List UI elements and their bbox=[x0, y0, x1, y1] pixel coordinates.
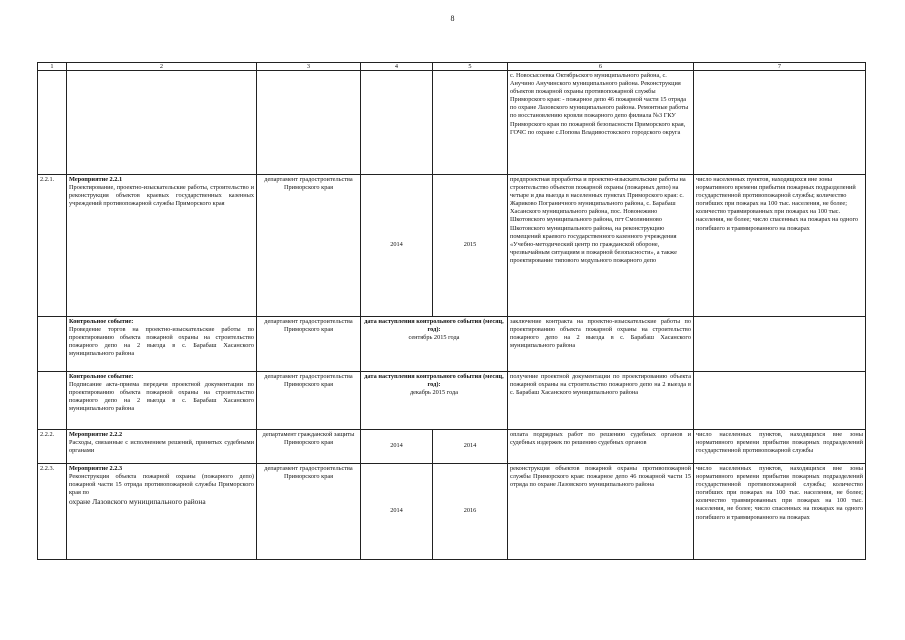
control-event-cell bbox=[67, 317, 257, 372]
result-cell: заключение контракта на проектно-изыскательские работы по проектированию объекта пожарной охраны на строительство пожарного депо на 2 выезда в с. Барабаш Хасанского муниципального района bbox=[508, 317, 694, 372]
activity-title: Мероприятие 2.2.1 bbox=[69, 176, 123, 183]
item-number: 2.2.1. bbox=[38, 175, 67, 317]
item-number: 2.2.3. bbox=[38, 464, 67, 560]
date-label: дата наступления контрольного события (месяц, год): bbox=[364, 318, 504, 334]
start-year: 2014 bbox=[361, 175, 433, 317]
column-number: 3 bbox=[257, 63, 361, 71]
column-number: 7 bbox=[694, 63, 866, 71]
activity-title: Мероприятие 2.2.2 bbox=[69, 431, 123, 438]
activity-title: Мероприятие 2.2.3 bbox=[69, 465, 123, 472]
end-year: 2015 bbox=[433, 175, 508, 317]
result-cell: реконструкция объектов пожарной охраны противопожарной службы Приморского края: пожарное депо 46 пожарной части 15 отряда по охране Лазовского муниципального района bbox=[508, 464, 694, 560]
start-year: 2014 bbox=[361, 464, 433, 560]
column-number: 4 bbox=[361, 63, 433, 71]
table-row bbox=[38, 430, 866, 464]
indicator-cell: число населенных пунктов, находящихся вне зоны нормативного времени прибытия пожарных подразделений государственной противопожарной службы; количество погибших при пожарах на 100 тыс. населения, не более; количество травмированных при пожарах на 100 тыс. населения, не более; число спасенных на пожарах на одного погибшего и травмированного на пожарах bbox=[694, 464, 866, 560]
column-number-row bbox=[38, 63, 866, 71]
result-cell: получение проектной документации по проектированию объекта пожарной охраны на строительство пожарного депо на 2 выезда в с. Барабаш Хасанского муниципального района bbox=[508, 372, 694, 430]
control-event-title: Контрольное событие: bbox=[69, 318, 134, 325]
indicator-cell: число населенных пунктов, находящихся вне зоны нормативного времени прибытия пожарных подразделений государственной противопожарной службы; количество погибших при пожарах на 100 тыс. населения, не более; количество травмированных при пожарах на 100 тыс. населения, не более; число спасенных на пожарах на одного погибшего и травмированного на пожарах bbox=[694, 175, 866, 317]
table-row bbox=[38, 464, 866, 560]
activity-description: Проектирование, проектно-изыскательские работы, строительство и реконструкция объектов краевых государственных казенных учреждений противопожарной службы Приморского края bbox=[69, 184, 254, 208]
result-cell: оплата подрядных работ по решению судебных органов и судебных издержек по решению судебных органов bbox=[508, 430, 694, 464]
column-number: 1 bbox=[38, 63, 67, 71]
table-row bbox=[38, 175, 866, 317]
page-number: 8 bbox=[450, 14, 455, 23]
table-row bbox=[38, 317, 866, 372]
executor-cell: департамент гражданской защиты Приморского края bbox=[257, 430, 361, 464]
result-cell: с. Новосысоевка Октябрьского муниципального района, с. Анучино Анучинского муниципального района. Реконструкция объектов пожарной охраны противопожарной службы Приморского края: - пожарное депо 46 пожарной части 15 отряда по охране Лазовского муниципального района. Ремонтные работы по восстановлению кровли пожарного депо филиала №3 ГКУ Приморского края по пожарной безопасности Приморского края, ГОЧС по охране с.Попова Владивостокского городского округа bbox=[508, 71, 694, 175]
control-event-cell bbox=[67, 372, 257, 430]
activity-cell bbox=[67, 175, 257, 317]
result-cell: предпроектная проработка и проектно-изыскательские работы на строительство объектов пожарной охраны (пожарных депо) на четыре и два выезда в населенных пунктах Приморского края: с. Жариково Пограничного муниципального района, с. Барабаш Хасанского муниципального района, пос. Новонежино Шкотовского муниципального района, пгт Смоляниново Шкотовского муниципального района, на реконструкцию помещений краевого государственного казенного учреждения «Учебно-методический центр по гражданской обороне, чрезвычайным ситуациям и пожарной безопасности», а также проектирование типового модульного пожарного депо bbox=[508, 175, 694, 317]
control-event-description: Проведение торгов на проектно-изыскательские работы по проектированию объекта пожарной охраны на строительство пожарного депо на 2 выезда в с. Барабаш Хасанского муниципального района bbox=[69, 326, 254, 358]
control-event-title: Контрольное событие: bbox=[69, 373, 134, 380]
activity-description: Расходы, связанные с исполнением решений, принятых судебными органами bbox=[69, 439, 254, 455]
end-year: 2014 bbox=[433, 430, 508, 464]
control-event-description: Подписание акта-приема передачи проектной документации по проектированию объекта пожарной охраны на строительство пожарного депо на 2 выезда в с. Барабаш Хасанского муниципального района bbox=[69, 381, 254, 413]
executor-cell: департамент градостроительства Приморского края bbox=[257, 175, 361, 317]
column-number: 5 bbox=[433, 63, 508, 71]
column-number: 6 bbox=[508, 63, 694, 71]
event-date: декабрь 2015 года bbox=[409, 389, 459, 397]
end-year: 2016 bbox=[433, 464, 508, 560]
item-number: 2.2.2. bbox=[38, 430, 67, 464]
table-row bbox=[38, 372, 866, 430]
start-year: 2014 bbox=[361, 430, 433, 464]
activity-description: Реконструкция объекта пожарной охраны (пожарного депо) пожарной части 15 отряда противопожарной службы Приморского края по bbox=[69, 473, 254, 497]
table-row bbox=[38, 71, 866, 175]
activity-description-continued: охране Лазовского муниципального района bbox=[69, 497, 206, 507]
indicator-cell: число населенных пунктов, находящихся вне зоны нормативного времени прибытия пожарных подразделений государственной противопожарной службы bbox=[694, 430, 866, 464]
activity-cell bbox=[67, 430, 257, 464]
control-event-date-cell bbox=[361, 317, 508, 372]
executor-cell: департамент градостроительства Приморского края bbox=[257, 372, 361, 430]
column-number: 2 bbox=[67, 63, 257, 71]
executor-cell: департамент градостроительства Приморского края bbox=[257, 464, 361, 560]
event-date: сентябрь 2015 года bbox=[408, 334, 460, 342]
activity-cell bbox=[67, 464, 257, 560]
control-event-date-cell bbox=[361, 372, 508, 430]
executor-cell: департамент градостроительства Приморского края bbox=[257, 317, 361, 372]
activities-table bbox=[37, 62, 866, 560]
date-label: дата наступления контрольного события (месяц, год): bbox=[364, 373, 504, 389]
